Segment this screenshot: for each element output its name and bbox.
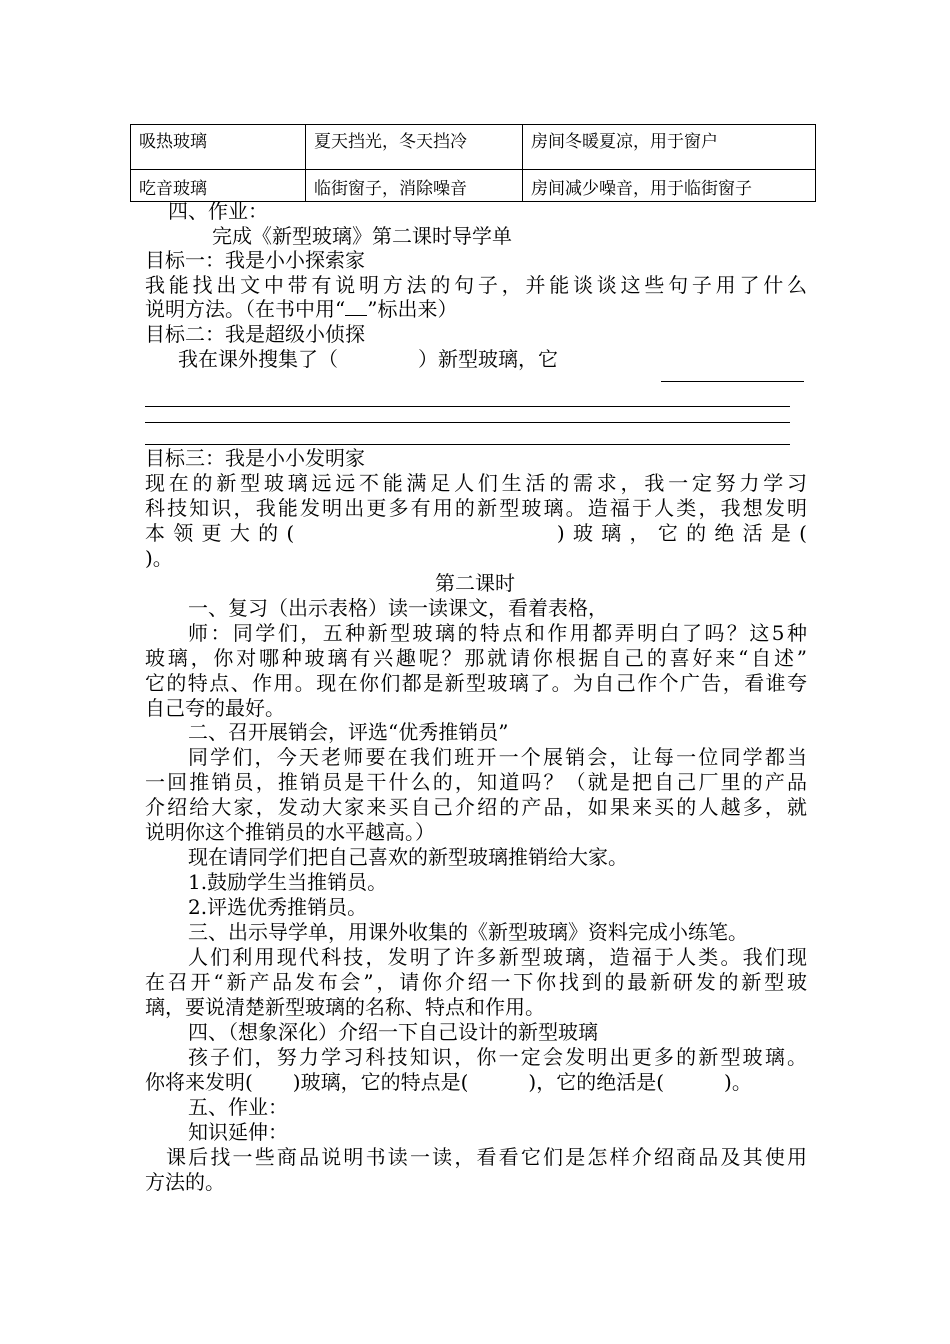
table-cell: 临街窗子，消除噪音 [306, 170, 523, 202]
paragraph-line: 方法的。 [145, 1170, 225, 1194]
paragraph-line: 你将来发明( )玻璃，它的特点是( )，它的绝活是( )。 [145, 1070, 752, 1094]
goal1-text-a: 说明方法。（在书中用“ [145, 297, 346, 321]
list-item: 1.鼓励学生当推销员。 [188, 870, 388, 894]
table-cell: 房间冬暖夏凉，用于窗户 [523, 125, 816, 170]
section-heading: 四、（想象深化）介绍一下自己设计的新型玻璃 [188, 1020, 598, 1044]
writing-line [145, 444, 790, 445]
list-item: 2.评选优秀推销员。 [188, 895, 368, 919]
table-cell: 吃音玻璃 [131, 170, 306, 202]
paragraph-line: 自己夸的最好。 [145, 696, 285, 720]
paragraph-line: 说明你这个推销员的水平越高。） [145, 820, 435, 844]
writing-line [145, 406, 790, 407]
paragraph-line: 在召开“新产品发布会”，请你介绍一下你找到的最新研发的新型玻 [145, 970, 807, 994]
underline-blank [345, 297, 367, 316]
table-cell: 吸热玻璃 [131, 125, 306, 170]
paragraph-line: 课后找一些商品说明书读一读，看看它们是怎样介绍商品及其使用 [166, 1145, 807, 1169]
section-heading: 二、召开展销会，评选“优秀推销员” [188, 720, 509, 744]
writing-line [661, 381, 804, 382]
paragraph-line: 介绍给大家，发动大家来买自己介绍的产品，如果来买的人越多，就 [145, 795, 807, 819]
goal3-text: )。 [145, 546, 173, 570]
goal1-text-b: ”标出来） [367, 297, 458, 321]
goal1-text: 我能找出文中带有说明方法的句子，并能谈谈这些句子用了什么 [145, 273, 807, 297]
goal1-text-cont [145, 297, 457, 322]
goal3-text: 本领更大的( )玻璃，它的绝活是( [145, 521, 807, 545]
section-heading: 三、出示导学单，用课外收集的《新型玻璃》资料完成小练笔。 [188, 920, 748, 944]
subheading: 知识延伸： [188, 1120, 288, 1144]
paragraph-line: 师：同学们，五种新型玻璃的特点和作用都弄明白了吗？这5种 [188, 621, 807, 645]
goal2-title: 目标二：我是超级小侦探 [145, 322, 365, 346]
goal3-text: 科技知识，我能发明出更多有用的新型玻璃。造福于人类，我想发明 [145, 496, 807, 520]
table-cell: 房间减少噪音，用于临街窗子 [523, 170, 816, 202]
paragraph-line: 璃，要说清楚新型玻璃的名称、特点和作用。 [145, 995, 545, 1019]
paragraph-line: 孩子们，努力学习科技知识，你一定会发明出更多的新型玻璃。 [188, 1045, 807, 1069]
table-row [131, 125, 816, 170]
paragraph-line: 它的特点、作用。现在你们都是新型玻璃了。为自己作个广告，看谁夸 [145, 671, 807, 695]
paragraph-line: 人们利用现代科技，发明了许多新型玻璃，造福于人类。我们现 [188, 945, 807, 969]
table-cell: 夏天挡光，冬天挡冷 [306, 125, 523, 170]
section-heading: 一、复习（出示表格）读一读课文，看着表格， [188, 596, 608, 620]
goal2-text: 我在课外搜集了（ ）新型玻璃，它 [178, 347, 558, 371]
homework-task: 完成《新型玻璃》第二课时导学单 [212, 224, 512, 248]
writing-line [145, 422, 790, 423]
goal1-title: 目标一：我是小小探索家 [145, 248, 365, 272]
paragraph-line: 现在请同学们把自己喜欢的新型玻璃推销给大家。 [188, 845, 628, 869]
goal3-text: 现在的新型玻璃远远不能满足人们生活的需求，我一定努力学习 [145, 471, 807, 495]
paragraph-line: 玻璃，你对哪种玻璃有兴趣呢？那就请你根据自己的喜好来“自述” [145, 646, 807, 670]
glass-table [130, 124, 816, 202]
goal3-title: 目标三：我是小小发明家 [145, 446, 365, 470]
homework-heading: 四、作业： [168, 199, 268, 223]
section-heading: 五、作业： [188, 1095, 288, 1119]
paragraph-line: 同学们，今天老师要在我们班开一个展销会，让每一位同学都当 [188, 745, 807, 769]
paragraph-line: 一回推销员，推销员是干什么的，知道吗？（就是把自己厂里的产品 [145, 770, 807, 794]
lesson-title: 第二课时 [435, 571, 515, 595]
table-row [131, 170, 816, 202]
